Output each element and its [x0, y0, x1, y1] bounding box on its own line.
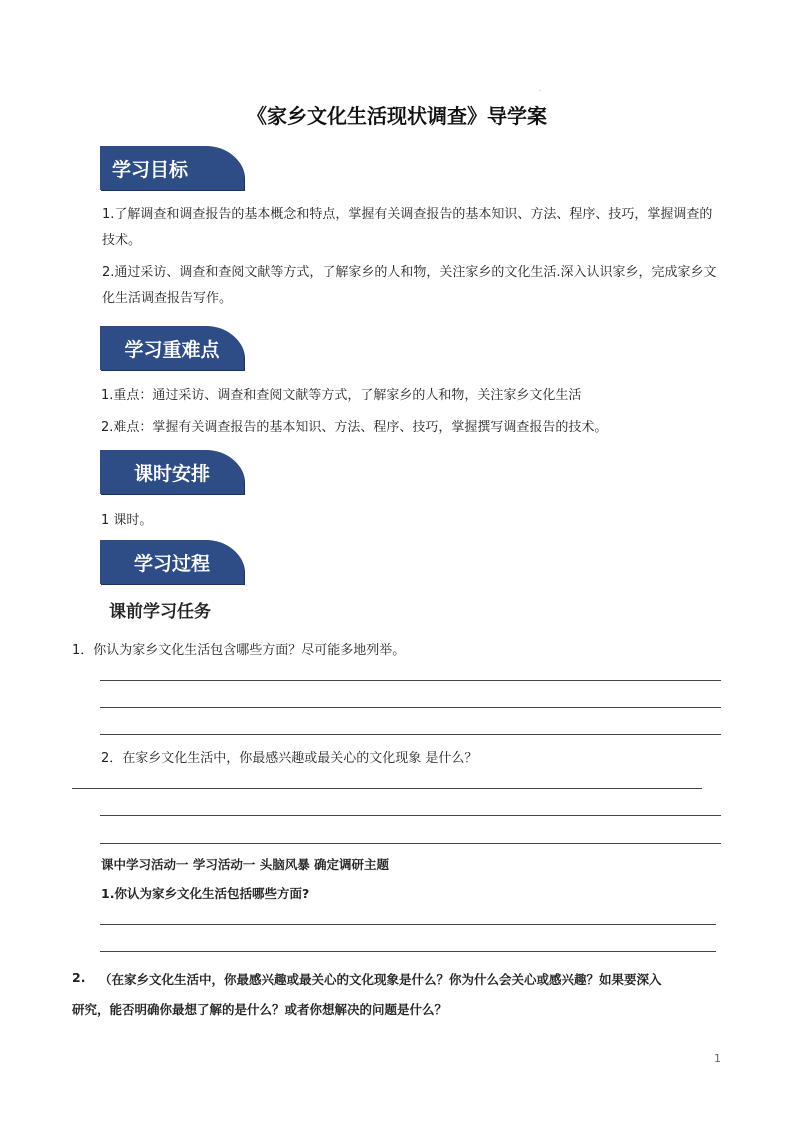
page-number: 1 [714, 1052, 721, 1065]
answer-line[interactable] [100, 734, 721, 735]
section-badge-keypoints [100, 326, 244, 370]
section-badge-schedule [100, 450, 244, 494]
in-class-question-2-number: 2. [72, 970, 86, 985]
answer-line[interactable] [100, 815, 721, 816]
section-title-schedule: 课时安排 [133, 463, 210, 485]
section-title-goals: 学习目标 [112, 159, 189, 181]
answer-line[interactable] [72, 788, 702, 789]
answer-line[interactable] [100, 680, 721, 681]
in-class-question-2-line-1: （在家乡文化生活中，你最感兴趣或最关心的文化现象是什么？你为什么会关心或感兴趣？如果要深入 [99, 972, 662, 987]
pre-task-heading: 课前学习任务 [109, 602, 211, 622]
schedule-text: 1 课时。 [101, 513, 153, 528]
section-badge-goals [100, 146, 244, 190]
keypoints-item-2: 2.难点：掌握有关调查报告的基本知识、方法、程序、技巧，掌握撰写调查报告的技术。 [101, 420, 608, 435]
in-class-question-1: 1.你认为家乡文化生活包括哪些方面? [101, 886, 310, 901]
in-class-heading: 课中学习活动一 学习活动一 头脑风暴 确定调研主题 [101, 857, 390, 872]
goals-item-2: 2.通过采访、调查和查阅文献等方式，了解家乡的人和物，关注家乡的文化生活.深入认识家乡，完成家乡文化生活调查报告写作。 [102, 265, 717, 306]
page-title: 《家乡文化生活现状调查》导学案 [247, 104, 547, 128]
goals-block [72, 202, 724, 312]
answer-line[interactable] [100, 951, 716, 952]
goals-item-1: 1.了解调查和调查报告的基本概念和特点，掌握有关调查报告的基本知识、方法、程序、技巧，掌握调查的技术。 [102, 207, 713, 248]
section-badge-process [100, 540, 244, 584]
answer-line[interactable] [100, 924, 716, 925]
pre-task-question-2: 2．在家乡文化生活中，你最感兴趣或最关心的文化现象 是什么？ [101, 751, 478, 766]
keypoints-item-1: 1.重点：通过采访、调查和查阅文献等方式，了解家乡的人和物，关注家乡文化生活 [101, 388, 582, 403]
section-title-keypoints: 学习重难点 [124, 339, 220, 361]
pre-task-question-1: 1．你认为家乡文化生活包含哪些方面？尽可能多地列举。 [72, 643, 406, 658]
answer-line[interactable] [100, 707, 721, 708]
answer-line[interactable] [100, 843, 721, 844]
section-title-process: 学习过程 [133, 553, 210, 575]
in-class-question-2-line-2: 研究，能否明确你最想了解的是什么？或者你想解决的问题是什么？ [72, 1002, 448, 1017]
page-mark: . [539, 86, 541, 93]
